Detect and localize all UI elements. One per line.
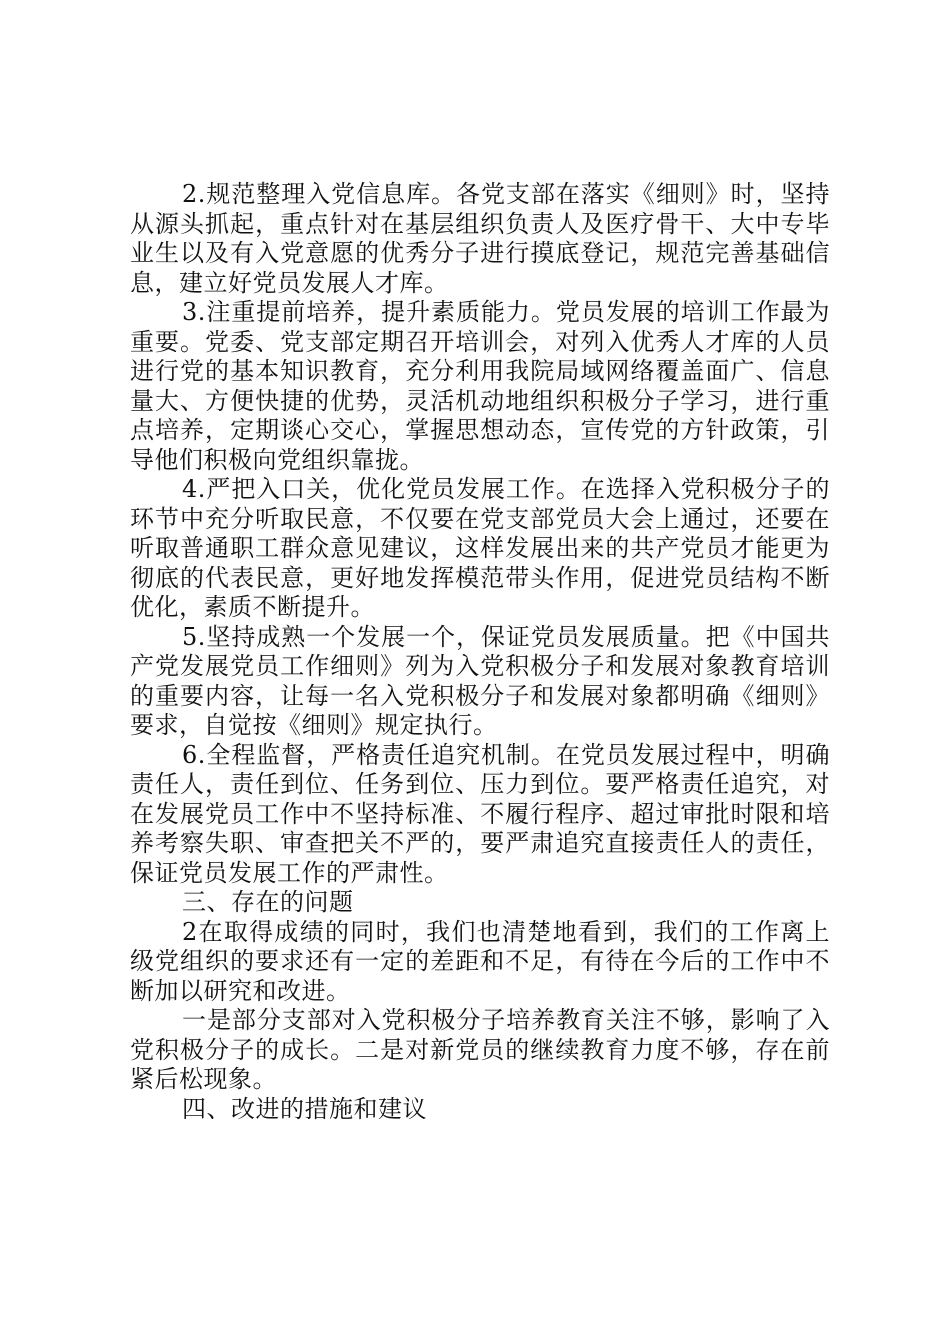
section-heading-problems: 三、存在的问题 bbox=[182, 888, 354, 916]
paragraph-3-early-training: 3.注重提前培养，提升素质能力。党员发展的培训工作最为重要。党委、党支部定期召开培训会，对列入优秀人才库的人员进行党的基本知识教育，充分利用我院局域网络覆盖面广、信息量大、方便快捷的优势，灵活机动地组织积极分子学习，进行重点培养，定期谈心交心，掌握思想动态，宣传党的方针政策，引导他们积极向党组织靠拢。 bbox=[130, 298, 830, 474]
section-heading-measures: 四、改进的措施和建议 bbox=[182, 1094, 427, 1123]
document-body bbox=[130, 180, 830, 1124]
paragraph-5-quality: 5.坚持成熟一个发展一个，保证党员发展质量。把《中国共产党发展党员工作细则》列为入党积极分子和发展对象教育培训的重要内容，让每一名入党积极分子和发展对象都明确《细则》要求，自觉按《细则》规定执行。 bbox=[130, 622, 830, 739]
paragraph-problems-intro: 2在取得成绩的同时，我们也清楚地看到，我们的工作离上级党组织的要求还有一定的差距和不足，有待在今后的工作中不断加以研究和改进。 bbox=[130, 917, 830, 1005]
paragraph-problems-detail: 一是部分支部对入党积极分子培养教育关注不够，影响了入党积极分子的成长。二是对新党员的继续教育力度不够，存在前紧后松现象。 bbox=[130, 1006, 830, 1093]
paragraph-2-info-database: 2.规范整理入党信息库。各党支部在落实《细则》时，坚持从源头抓起，重点针对在基层组织负责人及医疗骨干、大中专毕业生以及有入党意愿的优秀分子进行摸底登记，规范完善基础信息，建立好党员发展人才库。 bbox=[130, 180, 830, 297]
paragraph-6-supervision: 6.全程监督，严格责任追究机制。在党员发展过程中，明确责任人，责任到位、任务到位、压力到位。要严格责任追究，对在发展党员工作中不坚持标准、不履行程序、超过审批时限和培养考察失职、审查把关不严的，要严肃追究直接责任人的责任，保证党员发展工作的严肃性。 bbox=[130, 740, 830, 887]
paragraph-4-entry-control: 4.严把入口关，优化党员发展工作。在选择入党积极分子的环节中充分听取民意，不仅要在党支部党员大会上通过，还要在听取普通职工群众意见建议，这样发展出来的共产党员才能更为彻底的代表民意，更好地发挥模范带头作用，促进党员结构不断优化，素质不断提升。 bbox=[130, 475, 830, 621]
